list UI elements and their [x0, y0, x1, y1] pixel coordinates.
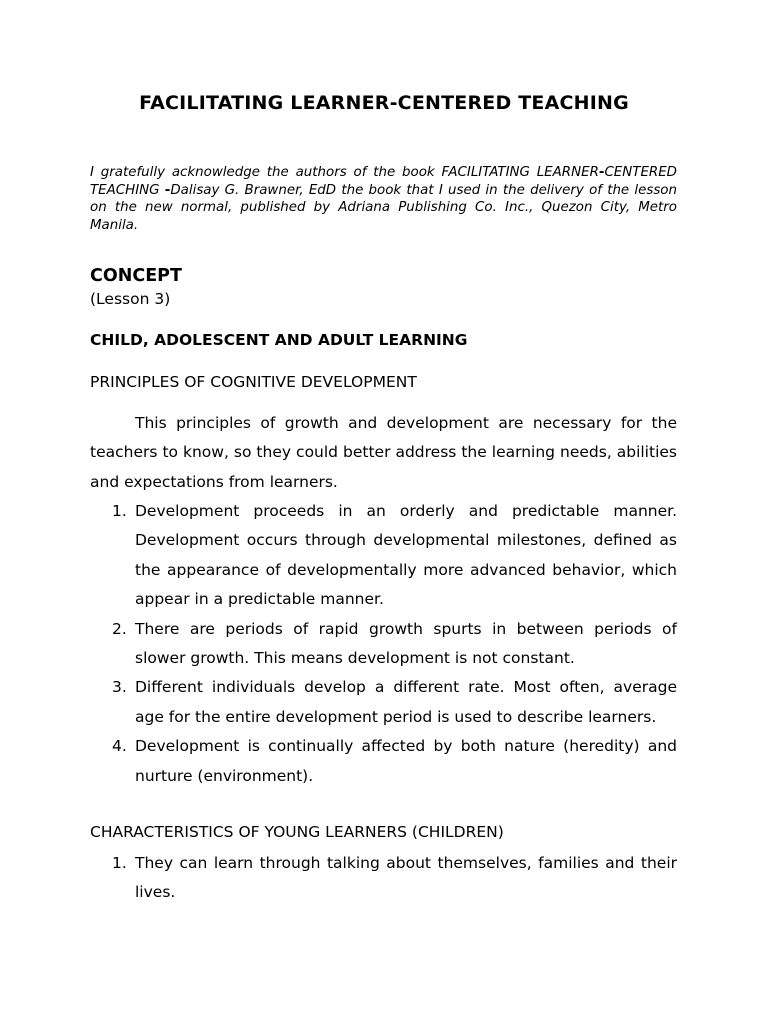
- principles-heading: PRINCIPLES OF COGNITIVE DEVELOPMENT: [90, 373, 417, 391]
- list-item-text: There are periods of rapid growth spurts in between periods of slower growth. This means development is not constant.: [135, 619, 677, 668]
- list-item: [90, 615, 677, 674]
- acknowledgement-text-1: I gratefully acknowledge the authors of the book FACILITATING LEARNER: [90, 165, 599, 180]
- list-item-number: 4.: [112, 737, 127, 756]
- list-item-text: They can learn through talking about themselves, families and their lives.: [135, 854, 677, 902]
- list-item: [90, 849, 677, 908]
- concept-heading: CONCEPT: [90, 266, 182, 286]
- intro-paragraph: This principles of growth and development are necessary for the teachers to know, so they could better address the learning needs, abilities and expectations from learners.: [90, 414, 677, 491]
- acknowledgement-dash-2: -: [164, 182, 171, 198]
- list-item-number: 2.: [112, 619, 127, 638]
- list-item: [90, 673, 677, 732]
- list-item-text: Development proceeds in an orderly and predictable manner. Development occurs through developmental milestones, defined as the appearance of developmentally more advanced behavior, which appear in a predictable manner.: [135, 502, 677, 609]
- characteristics-heading: CHARACTERISTICS OF YOUNG LEARNERS (CHILDREN): [90, 823, 504, 841]
- characteristics-list: [90, 849, 677, 908]
- principles-list: [90, 497, 677, 791]
- list-item-number: 1.: [112, 854, 127, 872]
- acknowledgement-dash-1: -: [598, 165, 605, 180]
- acknowledgement-text-3: Dalisay G. Brawner, EdD the book that I used in the delivery of the lesson on the new normal, published by Adriana Publishing Co. Inc., Quezon City, Metro Manila.: [90, 182, 677, 233]
- list-item-text: Development is continually affected by both nature (heredity) and nurture (environment).: [135, 737, 677, 785]
- list-item: [90, 497, 677, 615]
- acknowledgement-paragraph: [90, 164, 677, 234]
- acknowledgement-text-2: CENTERED TEACHING: [90, 165, 677, 198]
- list-item-number: 3.: [112, 678, 127, 697]
- document-title: FACILITATING LEARNER-CENTERED TEACHING: [139, 92, 629, 114]
- list-item-text: Different individuals develop a different rate. Most often, average age for the entire development period is used to describe learners.: [135, 678, 677, 726]
- section-heading: CHILD, ADOLESCENT AND ADULT LEARNING: [90, 331, 468, 349]
- list-item: [90, 732, 677, 791]
- list-item-number: 1.: [112, 502, 127, 520]
- lesson-label: (Lesson 3): [90, 290, 171, 308]
